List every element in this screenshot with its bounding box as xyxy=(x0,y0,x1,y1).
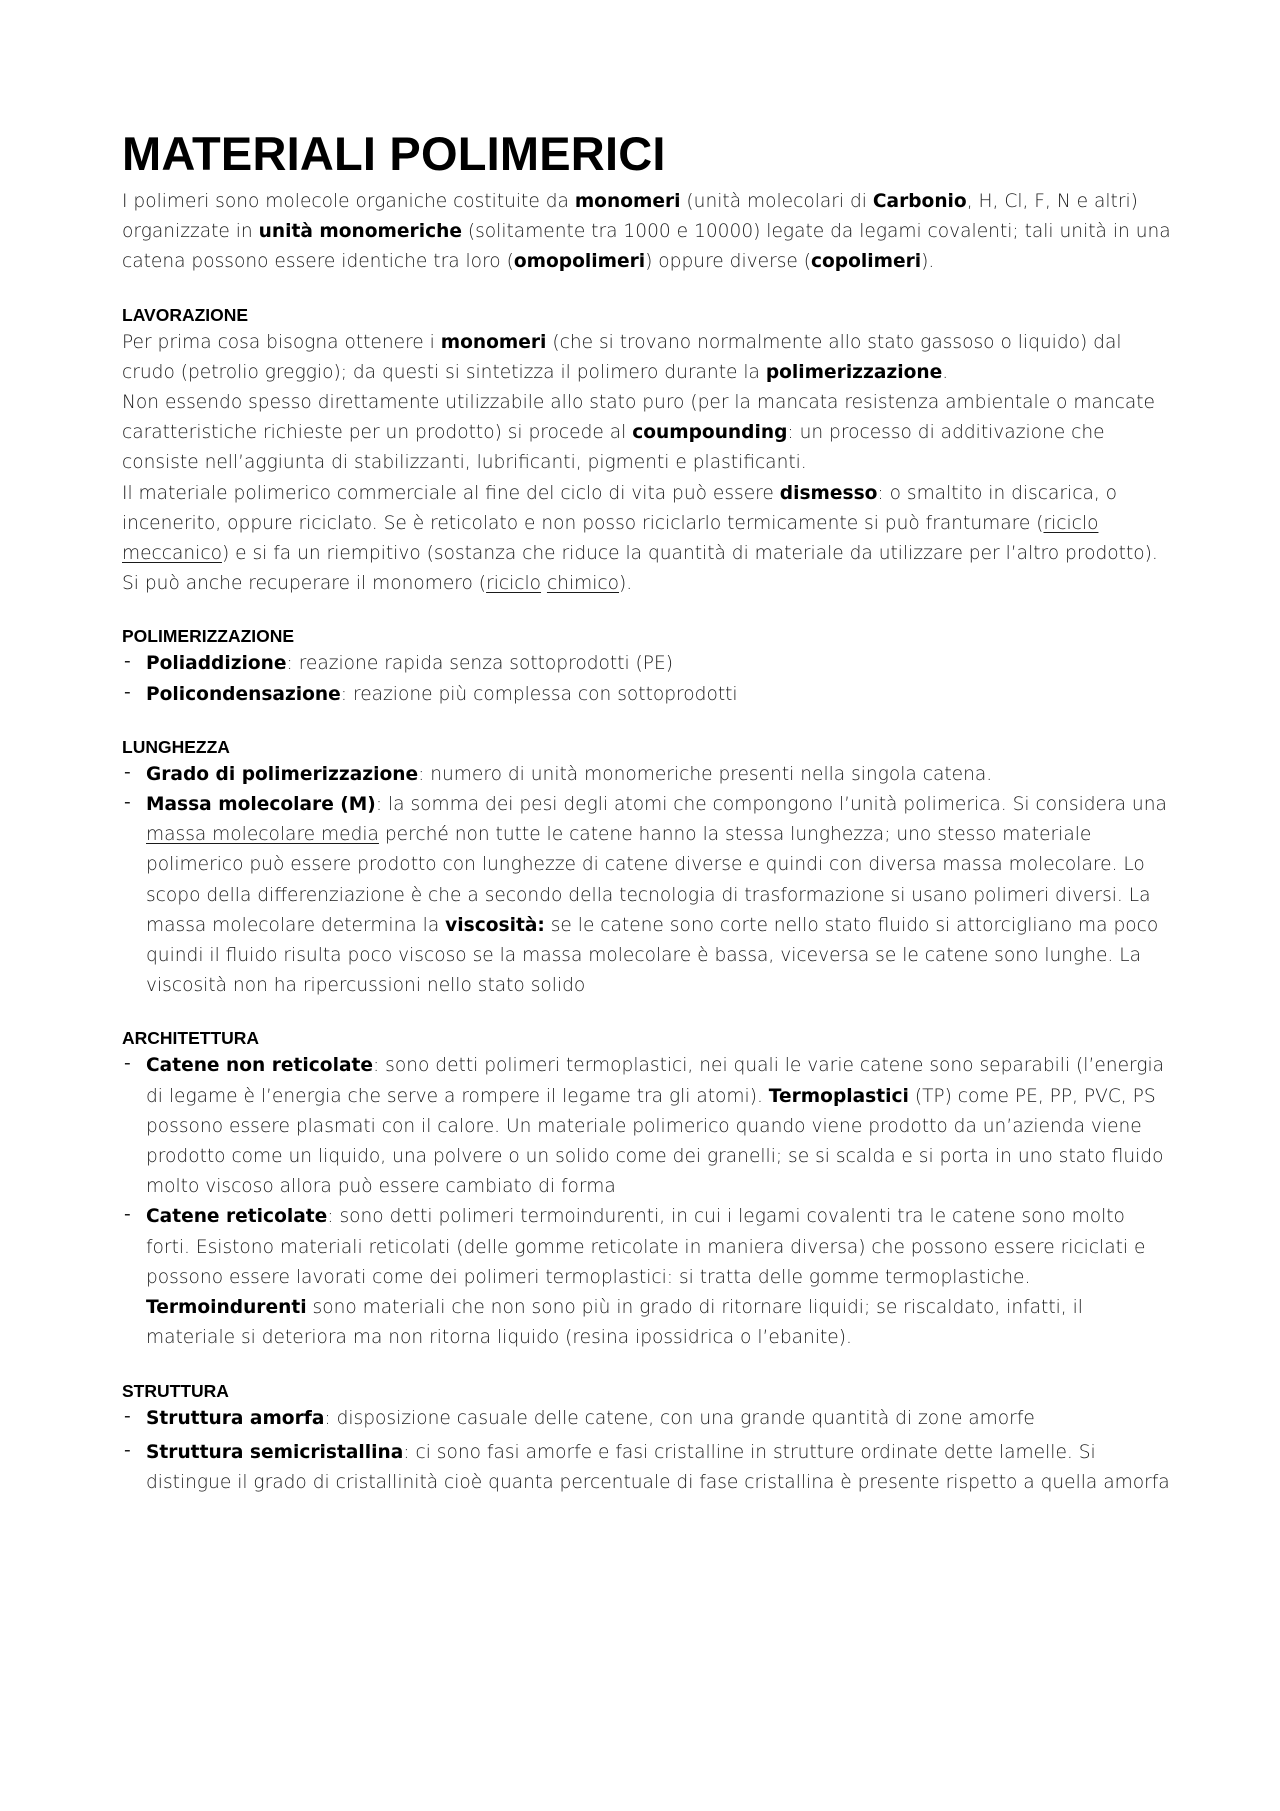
list-item: - Catene non reticolate: sono detti polimeri termoplastici, nei quali le varie catene sono separabili (l’energia di legame è l’energia che serve a rompere il legame tra gli atomi). Termoplastici (TP) come PE, PP, PVC, PS possono essere plasmati con il calore. Un materiale polimerico quando viene prodotto da un’azienda viene prodotto come un liquido, una polvere o un solido come dei granelli; se si scalda e si porta in uno stato fluido molto viscoso allora può essere cambiato di forma xyxy=(122,1051,1172,1202)
riciclo-meccanico-link: riciclo meccanico xyxy=(122,512,1099,565)
list-item: - Policondensazione: reazione più complessa con sottoprodotti xyxy=(122,680,1172,710)
section-heading-polimerizzazione: POLIMERIZZAZIONE xyxy=(122,626,295,647)
list-item: - Grado di polimerizzazione: numero di unità monomeriche presenti nella singola catena. xyxy=(122,760,1172,790)
lavorazione-paragraph-1: Per prima cosa bisogna ottenere i monomeri (che si trovano normalmente allo stato gassoso o liquido) dal crudo (petrolio greggio); da questi si sintetizza il polimero durante la polimerizzazione. xyxy=(122,331,1122,383)
lavorazione-paragraph-3: Il materiale polimerico commerciale al fine del ciclo di vita può essere dismesso: o smaltito in discarica, o incenerito, oppure riciclato. Se è reticolato e non posso riciclarlo termicamente si può frantumare (riciclo meccanico) e si fa un riempitivo (sostanza che riduce la quantità di materiale da utilizzare per l’altro prodotto). Si può anche recuperare il monomero (riciclo chimico). xyxy=(122,482,1158,595)
massa-molecolare-media-link: massa molecolare media xyxy=(146,824,379,846)
intro-paragraph: I polimeri sono molecole organiche costituite da monomeri (unità molecolari di Carbonio, H, Cl, F, N e altri) organizzate in unità monomeriche (solitamente tra 1000 e 10000) legate da legami covalenti; tali unità in una catena possono essere identiche tra loro (omopolimeri) oppure diverse (copolimeri). xyxy=(122,191,1171,273)
list-item: - Catene reticolate: sono detti polimeri termoindurenti, in cui i legami covalenti tra le catene sono molto forti. Esistono materiali reticolati (delle gomme reticolate in maniera diversa) che possono essere riciclati e possono essere lavorati come dei polimeri termoplastici: si tratta delle gomme termoplastiche. Termoindurenti sono materiali che non sono più in grado di ritornare liquidi; se riscaldato, infatti, il materiale si deteriora ma non ritorna liquido (resina ipossidrica o l’ebanite). xyxy=(122,1202,1172,1353)
architettura-list xyxy=(122,1051,1172,1353)
list-item: - Massa molecolare (M): la somma dei pesi degli atomi che compongono l’unità polimerica. Si considera una massa molecolare media perché non tutte le catene hanno la stessa lunghezza; uno stesso materiale polimerico può essere prodotto con lunghezze di catene diverse e quindi con diversa massa molecolare. Lo scopo della differenziazione è che a secondo della tecnologia di trasformazione si usano polimeri diversi. La massa molecolare determina la viscosità: se le catene sono corte nello stato fluido si attorcigliano ma poco quindi il fluido risulta poco viscoso se la massa molecolare è bassa, viceversa se le catene sono lunghe. La viscosità non ha ripercussioni nello stato solido xyxy=(122,790,1172,1001)
riciclo-link: riciclo xyxy=(486,573,542,595)
section-heading-lunghezza: LUNGHEZZA xyxy=(122,736,230,757)
list-item: - Poliaddizione: reazione rapida senza sottoprodotti (PE) xyxy=(122,649,1172,679)
lavorazione-paragraph-2: Non essendo spesso direttamente utilizzabile allo stato puro (per la mancata resistenza ambientale o mancate caratteristiche richieste per un prodotto) si procede al coumpounding: un processo di additivazione che consiste nell’aggiunta di stabilizzanti, lubrificanti, pigmenti e plastificanti. xyxy=(122,392,1155,474)
section-heading-lavorazione: LAVORAZIONE xyxy=(122,304,249,325)
polimerizzazione-list xyxy=(122,649,1172,709)
section-heading-struttura: STRUTTURA xyxy=(122,1380,229,1401)
document-page xyxy=(122,126,1172,1498)
list-item: - Struttura amorfa: disposizione casuale delle catene, con una grande quantità di zone amorfe xyxy=(122,1404,1172,1434)
chimico-link: chimico xyxy=(546,573,620,595)
struttura-list xyxy=(122,1404,1172,1499)
section-heading-architettura: ARCHITETTURA xyxy=(122,1028,260,1049)
lunghezza-list xyxy=(122,760,1172,1002)
page-title: MATERIALI POLIMERICI xyxy=(122,127,666,180)
list-item: - Struttura semicristallina: ci sono fasi amorfe e fasi cristalline in strutture ordinate dette lamelle. Si distingue il grado di cristallinità cioè quanta percentuale di fase cristallina è presente rispetto a quella amorfa xyxy=(122,1438,1172,1498)
